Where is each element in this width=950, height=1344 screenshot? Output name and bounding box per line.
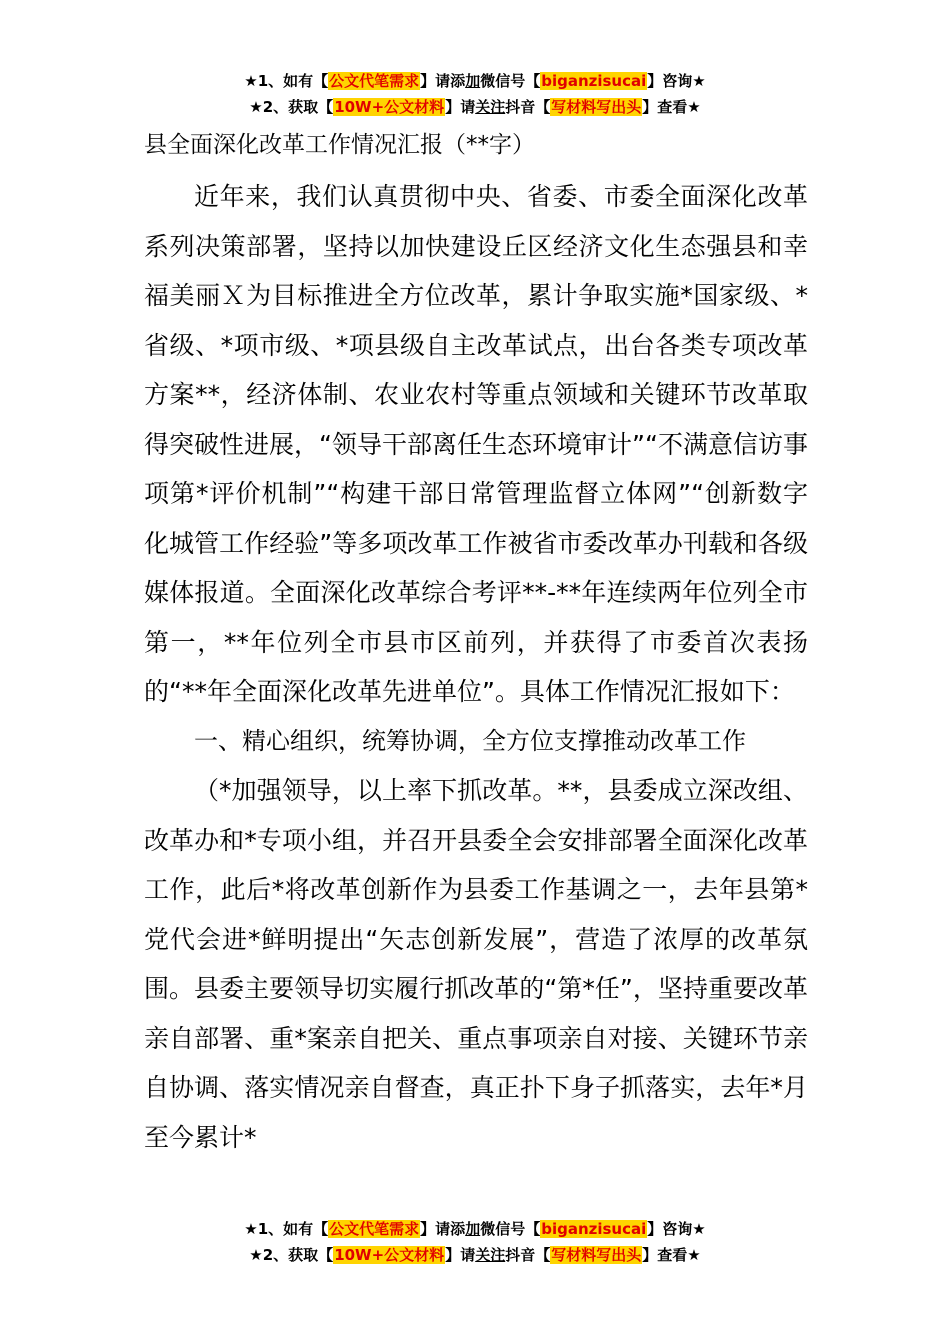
promo-highlight: 10W+公文材料 (334, 1246, 445, 1264)
document-body (144, 172, 808, 1162)
promo-banner-bottom (0, 1216, 950, 1268)
promo-douyin-id: 写材料写出头 (551, 98, 642, 116)
promo-line-2: ★2、获取【10W+公文材料】请关注抖音【写材料写出头】查看★ (249, 1246, 701, 1264)
promo-wechat-id: biganzisucai (541, 72, 647, 90)
promo-line-2: ★2、获取【10W+公文材料】请关注抖音【写材料写出头】查看★ (249, 98, 701, 116)
section-heading-1: 一、精心组织，统筹协调，全方位支撑推动改革工作 (194, 726, 746, 755)
promo-douyin-id: 写材料写出头 (551, 1246, 642, 1264)
promo-line-1: ★1、如有【公文代笔需求】请添加微信号【biganzisucai】咨询★ (244, 72, 706, 90)
promo-banner-top (0, 68, 950, 120)
paragraph-intro: 近年来，我们认真贯彻中央、省委、市委全面深化改革系列决策部署，坚持以加快建设丘区经济文化生态强县和幸福美丽Ｘ为目标推进全方位改革，累计争取实施*国家级、*省级、*项市级、*项县级自主改革试点，出台各类专项改革方案**，经济体制、农业农村等重点领域和关键环节改革取得突破性进展，“领导干部离任生态环境审计”“不满意信访事项第*评价机制”“构建干部日常管理监督立体网”“创新数字化城管工作经验”等多项改革工作被省市委改革办刊载和各级媒体报道。全面深化改革综合考评**-**年连续两年位列全市第一，**年位列全市县市区前列，并获得了市委首次表扬的“**年全面深化改革先进单位”。具体工作情况汇报如下： (144, 182, 808, 706)
document-title: 县全面深化改革工作情况汇报（**字） (144, 132, 535, 158)
promo-highlight: 公文代笔需求 (329, 1220, 420, 1238)
promo-highlight: 10W+公文材料 (334, 98, 445, 116)
promo-line-1: ★1、如有【公文代笔需求】请添加微信号【biganzisucai】咨询★ (244, 1220, 706, 1238)
promo-highlight: 公文代笔需求 (329, 72, 420, 90)
promo-wechat-id: biganzisucai (541, 1220, 647, 1238)
paragraph-leadership: （*加强领导，以上率下抓改革。**，县委成立深改组、改革办和*专项小组，并召开县委全会安排部署全面深化改革工作，此后*将改革创新作为县委工作基调之一，去年县第*党代会进*鲜明提出“矢志创新发展”，营造了浓厚的改革氛围。县委主要领导切实履行抓改革的“第*任”，坚持重要改革亲自部署、重*案亲自把关、重点事项亲自对接、关键环节亲自协调、落实情况亲自督查，真正扑下身子抓落实，去年*月至今累计* (144, 776, 808, 1152)
